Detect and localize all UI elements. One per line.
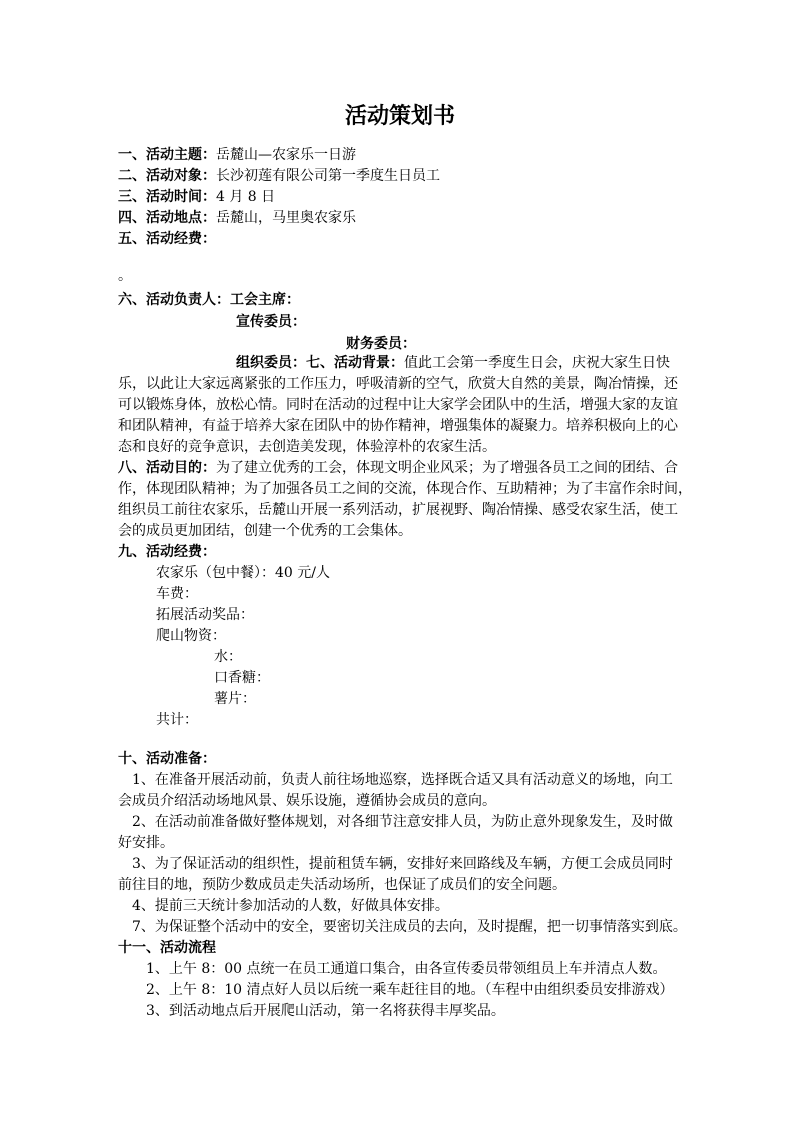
line-l12 bbox=[118, 395, 678, 416]
section-label: 六、活动负责人：工会主席： bbox=[118, 292, 300, 308]
section-label: 四、活动地点： bbox=[118, 210, 216, 226]
section-label: 十、活动准备： bbox=[118, 751, 216, 767]
line-l18 bbox=[118, 521, 412, 542]
line-l36 bbox=[132, 917, 687, 938]
line-l24 bbox=[214, 647, 242, 668]
line-l31 bbox=[132, 812, 673, 833]
line-l06 bbox=[118, 266, 132, 287]
line-l27 bbox=[156, 710, 198, 731]
line-text: 和团队精神，有益于培养大家在团队中的协作精神，增强集体的凝聚力。培养积极向上的心 bbox=[118, 418, 678, 434]
line-l23 bbox=[156, 626, 226, 647]
line-l40 bbox=[146, 1001, 505, 1022]
line-l14 bbox=[118, 437, 496, 458]
section-label: 一、活动主题： bbox=[118, 147, 216, 163]
line-text: 3、到活动地点后开展爬山活动，第一名将获得丰厚奖品。 bbox=[146, 1003, 505, 1019]
section-label: 组织委员：七、活动背景： bbox=[236, 355, 404, 371]
line-l02 bbox=[118, 166, 440, 187]
line-text: 拓展活动奖品： bbox=[156, 607, 254, 623]
line-l13 bbox=[118, 416, 678, 437]
line-l07 bbox=[118, 290, 300, 311]
line-l33 bbox=[132, 854, 673, 875]
section-label: 财务委员： bbox=[346, 336, 416, 352]
line-text: 薯片： bbox=[214, 691, 256, 707]
line-text: 4 月 8 日 bbox=[216, 189, 276, 205]
line-text: 岳麓山—农家乐一日游 bbox=[216, 147, 356, 163]
section-label: 二、活动对象： bbox=[118, 168, 216, 184]
section-label: 十一、活动流程 bbox=[118, 940, 216, 956]
line-l35 bbox=[132, 896, 449, 917]
line-text: 农家乐（包中餐）：40 元/人 bbox=[156, 565, 330, 581]
line-text: 长沙初莲有限公司第一季度生日员工 bbox=[216, 168, 440, 184]
line-l34 bbox=[118, 875, 566, 896]
line-l19 bbox=[118, 542, 216, 563]
line-text: 车费： bbox=[156, 586, 198, 602]
line-text: 4、提前三天统计参加活动的人数，好做具体安排。 bbox=[132, 898, 449, 914]
document-title: 活动策划书 bbox=[344, 103, 455, 129]
line-l17 bbox=[118, 500, 678, 521]
line-text: 1、在准备开展活动前，负责人前往场地巡察，选择既合适又具有活动意义的场地，向工 bbox=[132, 772, 673, 788]
line-l08 bbox=[236, 312, 306, 333]
line-l32 bbox=[118, 833, 174, 854]
section-label: 五、活动经费： bbox=[118, 231, 216, 247]
line-l28 bbox=[118, 749, 216, 770]
line-text: 1、上午 8：00 点统一在员工通道口集合，由各宣传委员带领组员上车并清点人数。 bbox=[146, 961, 667, 977]
line-text: 前往目的地，预防少数成员走失活动场所，也保证了成员们的安全问题。 bbox=[118, 877, 566, 893]
line-text: 7、为保证整个活动中的安全，要密切关注成员的去向，及时提醒，把一切事情落实到底。 bbox=[132, 919, 687, 935]
line-text: 爬山物资： bbox=[156, 628, 226, 644]
line-l22 bbox=[156, 605, 254, 626]
line-l21 bbox=[156, 584, 198, 605]
line-l04 bbox=[118, 208, 356, 229]
line-text: 为了建立优秀的工会，体现文明企业风采；为了增强各员工之间的团结、合 bbox=[216, 460, 678, 476]
line-l26 bbox=[214, 689, 256, 710]
line-text: 可以锻炼身体，放松心情。同时在活动的过程中让大家学会团队中的生活，增强大家的友谊 bbox=[118, 397, 678, 413]
line-text: 水： bbox=[214, 649, 242, 665]
line-text: 岳麓山，马里奥农家乐 bbox=[216, 210, 356, 226]
line-l37 bbox=[118, 938, 216, 959]
line-text: 好安排。 bbox=[118, 835, 174, 851]
line-l25 bbox=[214, 668, 270, 689]
line-text: 乐，以此让大家远离紧张的工作压力，呼吸清新的空气，欣赏大自然的美景，陶冶情操，还 bbox=[118, 376, 678, 392]
line-l10 bbox=[236, 353, 670, 374]
line-l39 bbox=[146, 980, 674, 1001]
line-text: 值此工会第一季度生日会，庆祝大家生日快 bbox=[404, 355, 670, 371]
section-label: 八、活动目的： bbox=[118, 460, 216, 476]
line-l05 bbox=[118, 229, 216, 250]
line-text: 共计： bbox=[156, 712, 198, 728]
line-text: 会的成员更加团结，创建一个优秀的工会集体。 bbox=[118, 523, 412, 539]
line-text: 。 bbox=[118, 268, 132, 284]
line-l20 bbox=[156, 563, 330, 584]
line-l29 bbox=[132, 770, 673, 791]
line-text: 2、上午 8：10 清点好人员以后统一乘车赶往目的地。（车程中由组织委员安排游戏） bbox=[146, 982, 674, 998]
line-text: 3、为了保证活动的组织性，提前租赁车辆，安排好来回路线及车辆，方便工会成员同时 bbox=[132, 856, 673, 872]
line-text: 口香糖： bbox=[214, 670, 270, 686]
line-text: 会成员介绍活动场地风景、娱乐设施，遵循协会成员的意向。 bbox=[118, 793, 496, 809]
line-l03 bbox=[118, 187, 275, 208]
section-label: 宣传委员： bbox=[236, 314, 306, 330]
line-text: 态和良好的竞争意识，去创造美发现，体验淳朴的农家生活。 bbox=[118, 439, 496, 455]
line-text: 组织员工前往农家乐，岳麓山开展一系列活动，扩展视野、陶冶情操、感受农家生活，使工 bbox=[118, 502, 678, 518]
line-text: 作，体现团队精神；为了加强各员工之间的交流，体现合作、互助精神；为了丰富作余时间， bbox=[118, 481, 692, 497]
line-l16 bbox=[118, 479, 692, 500]
section-label: 三、活动时间： bbox=[118, 189, 216, 205]
line-l15 bbox=[118, 458, 678, 479]
line-l09 bbox=[346, 334, 416, 355]
line-l30 bbox=[118, 791, 496, 812]
line-l01 bbox=[118, 145, 356, 166]
line-text: 2、在活动前准备做好整体规划，对各细节注意安排人员，为防止意外现象发生，及时做 bbox=[132, 814, 673, 830]
line-l11 bbox=[118, 374, 678, 395]
line-l38 bbox=[146, 959, 667, 980]
section-label: 九、活动经费： bbox=[118, 544, 216, 560]
